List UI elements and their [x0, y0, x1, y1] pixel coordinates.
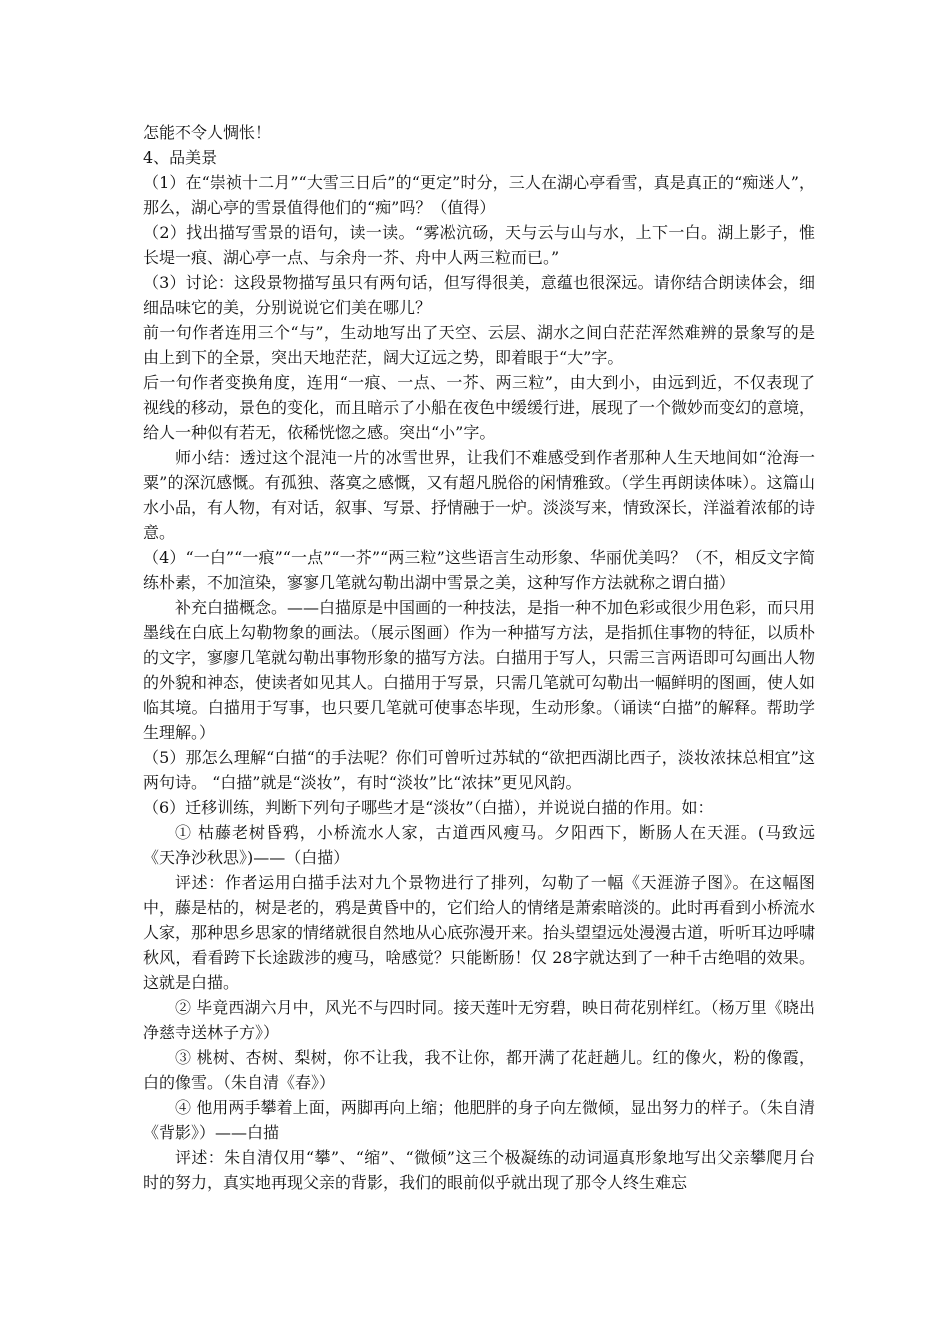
- paragraph: （6）迁移训练，判断下列句子哪些才是“淡妆”（白描），并说说白描的作用。如：: [143, 798, 714, 817]
- paragraph: （2）找出描写雪景的语句，读一读。“雾凇沆砀，天与云与山与水，上下一白。湖上影子，惟长堤一痕、湖心亭一点、与余舟一芥、舟中人两三粒而已。”: [143, 223, 815, 267]
- paragraph: （5）那怎么理解“白描“的手法呢？你们可曾听过苏轼的“欲把西湖比西子，淡妆浓抹总相宜”这两句诗。 “白描”就是“淡妆”，有时“淡妆”比“浓抹”更见风韵。: [143, 748, 815, 792]
- commentary: 评述：作者运用白描手法对九个景物进行了排列，勾勒了一幅《天涯游子图》。在这幅图中，藤是枯的，树是老的，鸦是黄昏中的，它们给人的情绪是萧索暗淡的。此时再看到小桥流水人家，那种思乡思家的情绪就很自然地从心底弥漫开来。抬头望望远处漫漫古道，听听耳边呼啸秋风，看看跨下长途跋涉的瘦马，啥感觉？只能断肠！仅 28字就达到了一种千古绝唱的效果。这就是白描。: [143, 873, 816, 992]
- commentary: 评述：朱自清仅用“攀”、“缩”、“微倾”这三个极凝练的动词逼真形象地写出父亲攀爬月台时的努力，真实地再现父亲的背影，我们的眼前似乎就出现了那令人终生难忘: [143, 1148, 815, 1192]
- paragraph: （3）讨论：这段景物描写虽只有两句话，但写得很美，意蕴也很深远。请你结合朗读体会，细细品味它的美，分别说说它们美在哪儿？: [143, 273, 815, 317]
- paragraph: （1）在“崇祯十二月”“大雪三日后”的“更定”时分，三人在湖心亭看雪，真是真正的“痴迷人”，那么，湖心亭的雪景值得他们的“痴”吗？（值得）: [143, 173, 815, 217]
- paragraph: 补充白描概念。——白描原是中国画的一种技法，是指一种不加色彩或很少用色彩，而只用墨线在白底上勾勒物象的画法。（展示图画）作为一种描写方法，是指抓住事物的特征，以质朴的文字，寥廖几笔就勾勒出事物形象的描写方法。白描用于写人，只需三言两语即可勾画出人物的外貌和神态，使读者如见其人。白描用于写景，只需几笔就可勾勒出一幅鲜明的图画，使人如临其境。白描用于写事，也只要几笔就可使事态毕现，生动形象。（诵读“白描”的解释。帮助学生理解。）: [143, 598, 816, 742]
- paragraph: （4）“一白”“一痕”“一点”“一芥”“两三粒”这些语言生动形象、华丽优美吗？（不，相反文字简练朴素，不加渲染，寥寥几笔就勾勒出湖中雪景之美，这种写作方法就称之谓白描）: [143, 548, 815, 592]
- example-item: ② 毕竟西湖六月中，风光不与四时同。接天莲叶无穷碧，映日荷花别样红。（杨万里《晓出净慈寺送林子方》）: [143, 998, 815, 1042]
- example-item: ① 枯藤老树昏鸦，小桥流水人家，古道西风瘦马。夕阳西下，断肠人在天涯。(马致远 《天净沙秋思》)——（白描）: [143, 823, 815, 867]
- paragraph: 后一句作者变换角度，连用“一痕、一点、一芥、两三粒”，由大到小，由远到近，不仅表现了视线的移动，景色的变化，而且暗示了小船在夜色中缓缓行进，展现了一个微妙而变幻的意境，给人一种似有若无，依稀恍惚之感。突出“小”字。: [143, 373, 816, 442]
- section-heading: 4、品美景: [143, 148, 218, 167]
- paragraph: 前一句作者连用三个“与”，生动地写出了天空、云层、湖水之间白茫茫浑然难辨的景象写的是由上到下的全景，突出天地茫茫，阔大辽远之势，即着眼于“大”字。: [143, 323, 815, 367]
- paragraph: 师小结：透过这个混沌一片的冰雪世界，让我们不难感受到作者那种人生天地间如“沧海一粟”的深沉感慨。有孤独、落寞之感慨，又有超凡脱俗的闲情雅致。（学生再朗读体味）。这篇山水小品，有人物，有对话，叙事、写景、抒情融于一炉。淡淡写来，情致深长，洋溢着浓郁的诗意。: [143, 448, 816, 542]
- example-item: ③ 桃树、杏树、梨树，你不让我，我不让你，都开满了花赶趟儿。红的像火，粉的像霞，白的像雪。（朱自清《春》）: [143, 1048, 815, 1092]
- example-item: ④ 他用两手攀着上面，两脚再向上缩；他肥胖的身子向左微倾，显出努力的样子。（朱自清《背影》）——白描: [143, 1098, 815, 1142]
- document-page: [143, 120, 815, 1195]
- paragraph: 怎能不令人惆怅！: [143, 123, 272, 142]
